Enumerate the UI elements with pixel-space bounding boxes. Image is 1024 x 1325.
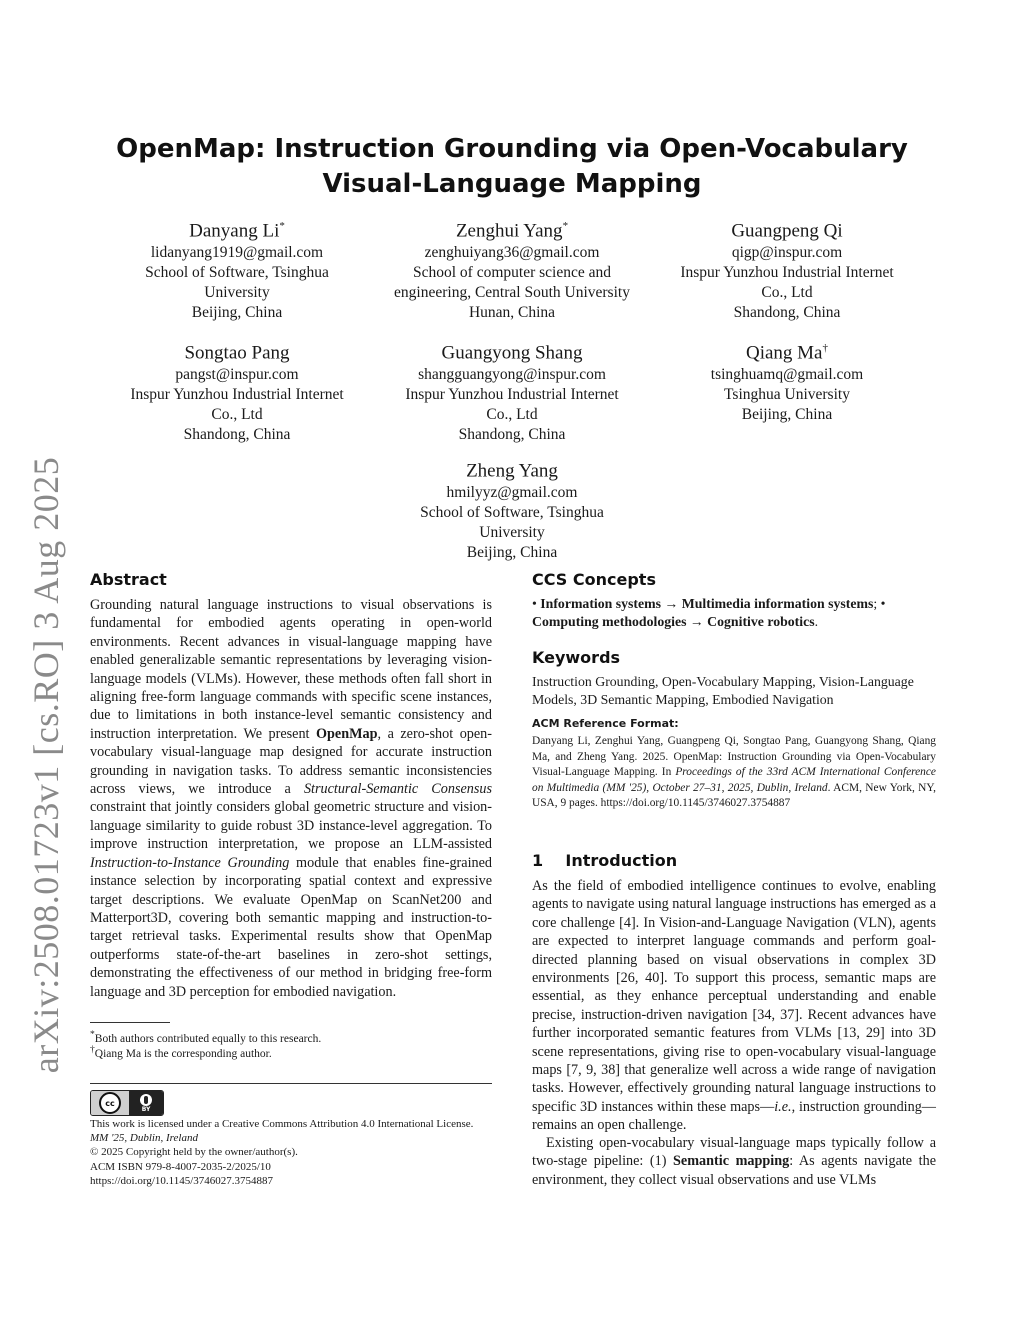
- paper-title: [112, 132, 912, 202]
- author-affiliation: engineering, Central South University: [394, 284, 630, 302]
- author-name: Zenghui Yang*: [455, 220, 569, 242]
- abstract-heading: Abstract: [90, 570, 167, 589]
- doi-link[interactable]: https://doi.org/10.1145/3746027.3754887: [90, 1174, 274, 1187]
- footnote-corresponding-author: †Qiang Ma is the corresponding author.: [90, 1044, 272, 1060]
- keywords-body: Instruction Grounding, Open-Vocabulary Mapping, Vision-Language Models, 3D Semantic Mapping, Embodied Navigation: [532, 674, 914, 708]
- ccs-concepts-body: • Information systems → Multimedia information systems; • Computing methodologies → Cognitive robotics.: [532, 596, 886, 630]
- author-block: [97, 336, 377, 445]
- author-email: lidanyang1919@gmail.com: [150, 244, 324, 262]
- license-text: [90, 1117, 500, 1188]
- abstract-body: Grounding natural language instructions to visual observations is fundamental for embodied agents operating in open-world environments. Recent advances in visual-language mapping have enabled generalizable semantic representations by leveraging vision-language models (VLMs). However, these methods often fall short in aligning free-form language commands with specific scene instances, due to limitations in both instance-level semantic consistency and instruction interpretation. We present OpenMap, a zero-shot open-vocabulary visual-language map designed for accurate instruction grounding in navigation tasks. To address semantic inconsistencies across views, we introduce a Structural-Semantic Consensus constraint that jointly considers global geometric structure and vision-language similarity to guide robust 3D instance-level aggregation. To improve instruction interpretation, we propose an LLM-assisted Instruction-to-Instance Grounding module that enables fine-grained instance selection by incorporating spatial context and expressive target descriptions. We evaluate OpenMap on ScanNet200 and Matterport3D, covering both semantic mapping and instruction-to-target retrieval tasks. Experimental results show that OpenMap outperforms state-of-the-art baselines in zero-shot settings, demonstrating the effectiveness of our method in bridging free-form language and 3D perception for embodied navigation.: [90, 597, 492, 1000]
- author-location: Hunan, China: [468, 304, 556, 322]
- conference-venue: MM '25, Dublin, Ireland: [90, 1132, 198, 1145]
- acm-reference-body: Danyang Li, Zenghui Yang, Guangpeng Qi, Songtao Pang, Guangyong Shang, Qiang Ma, and Zheng Yang. 2025. OpenMap: Instruction Grounding via Open-Vocabulary Visual-Language Mapping. In Proceedings of the 33rd ACM International Conference on Multimedia (MM '25), October 27–31, 2025, Dublin, Ireland. ACM, New York, NY, USA, 9 pages. https://doi.org/10.1145/3746027.3754887: [532, 735, 936, 809]
- author-name: Zheng Yang: [466, 460, 558, 482]
- author-block: [647, 214, 927, 323]
- author-name: Guangpeng Qi: [731, 220, 843, 242]
- system-name: OpenMap: [316, 725, 378, 742]
- author-name: Songtao Pang: [184, 342, 290, 364]
- author-affiliation: Inspur Yunzhou Industrial Internet: [680, 264, 894, 282]
- author-location: Beijing, China: [741, 406, 833, 424]
- title-line-2: Visual-Language Mapping: [322, 169, 702, 199]
- introduction-heading: 1 Introduction: [532, 851, 678, 870]
- license-statement: This work is licensed under a Creative Commons Attribution 4.0 International License.: [90, 1118, 474, 1130]
- author-affiliation: School of computer science and: [413, 264, 611, 282]
- author-block: [97, 214, 377, 323]
- author-affiliation: University: [204, 284, 270, 302]
- author-email: tsinghuamq@gmail.com: [710, 366, 864, 384]
- author-location: Shandong, China: [458, 426, 566, 444]
- author-affiliation: Co., Ltd: [761, 284, 813, 302]
- copyright-line: © 2025 Copyright held by the owner/author(s).: [90, 1146, 298, 1159]
- author-email: pangst@inspur.com: [175, 366, 299, 384]
- cc-by-icon: BY: [129, 1091, 163, 1115]
- arxiv-identifier-stamp: arXiv:2508.01723v1 [cs.RO] 3 Aug 2025: [26, 456, 66, 1074]
- author-location: Beijing, China: [466, 544, 558, 562]
- license-divider: [90, 1083, 492, 1084]
- footnote-equal-contribution: *Both authors contributed equally to this research.: [90, 1029, 322, 1045]
- introduction-paragraph-2: Existing open-vocabulary visual-language maps typically follow a two-stage pipeline: (1) Semantic mapping: As agents navigate the environment, they collect visual observations and use VLMs: [532, 1135, 937, 1188]
- author-affiliation: Tsinghua University: [724, 386, 850, 404]
- author-block: [372, 336, 652, 445]
- author-affiliation: Co., Ltd: [486, 406, 538, 424]
- introduction-paragraph-1: As the field of embodied intelligence continues to evolve, enabling agents to navigate using natural language instructions has emerged as a core challenge [4]. In Vision-and-Language Navigation (VLN), agents are expected to interpret language commands and perform goal-directed planning based on visual observations in complex 3D environments [26, 40]. To support this process, semantic maps are essential, as they enhance perceptual understanding and enable precise, instruction-driven navigation [34, 37]. Recent advances have further incorporated semantic features from VLMs [13, 29] into 3D scene representations, giving rise to open-vocabulary visual-language maps [7, 9, 38] that generalize well across a wide range of navigation tasks. However, effectively grounding natural language instructions to specific 3D instances within these maps—i.e., instruction grounding—remains an open challenge.: [532, 878, 936, 1134]
- cc-logo-icon: cc: [91, 1091, 129, 1115]
- author-block: [372, 454, 652, 563]
- author-location: Beijing, China: [191, 304, 283, 322]
- isbn-line: ACM ISBN 979-8-4007-2035-2/2025/10: [90, 1160, 271, 1173]
- keywords-heading: Keywords: [532, 648, 621, 667]
- author-affiliation: University: [479, 524, 545, 542]
- author-block: [372, 214, 652, 323]
- footnote-divider: [90, 1022, 170, 1023]
- author-email: shangguangyong@inspur.com: [418, 366, 606, 384]
- author-affiliation: School of Software, Tsinghua: [420, 504, 604, 522]
- author-name: Danyang Li*: [189, 220, 285, 242]
- author-email: hmilyyz@gmail.com: [446, 484, 578, 502]
- author-affiliation: Inspur Yunzhou Industrial Internet: [405, 386, 619, 404]
- title-line-1: OpenMap: Instruction Grounding via Open-Vocabulary: [116, 134, 908, 164]
- acm-reference-heading: ACM Reference Format:: [532, 717, 679, 730]
- author-location: Shandong, China: [183, 426, 291, 444]
- author-affiliation: Co., Ltd: [211, 406, 263, 424]
- author-name: Qiang Ma†: [745, 342, 828, 364]
- author-email: zenghuiyang36@gmail.com: [424, 244, 600, 262]
- creative-commons-badge: [90, 1090, 164, 1116]
- author-name: Guangyong Shang: [441, 342, 583, 364]
- author-block: [647, 336, 927, 425]
- author-affiliation: Inspur Yunzhou Industrial Internet: [130, 386, 344, 404]
- author-affiliation: School of Software, Tsinghua: [145, 264, 329, 282]
- author-location: Shandong, China: [733, 304, 841, 322]
- ccs-concepts-heading: CCS Concepts: [532, 570, 656, 589]
- author-email: qigp@inspur.com: [731, 244, 843, 262]
